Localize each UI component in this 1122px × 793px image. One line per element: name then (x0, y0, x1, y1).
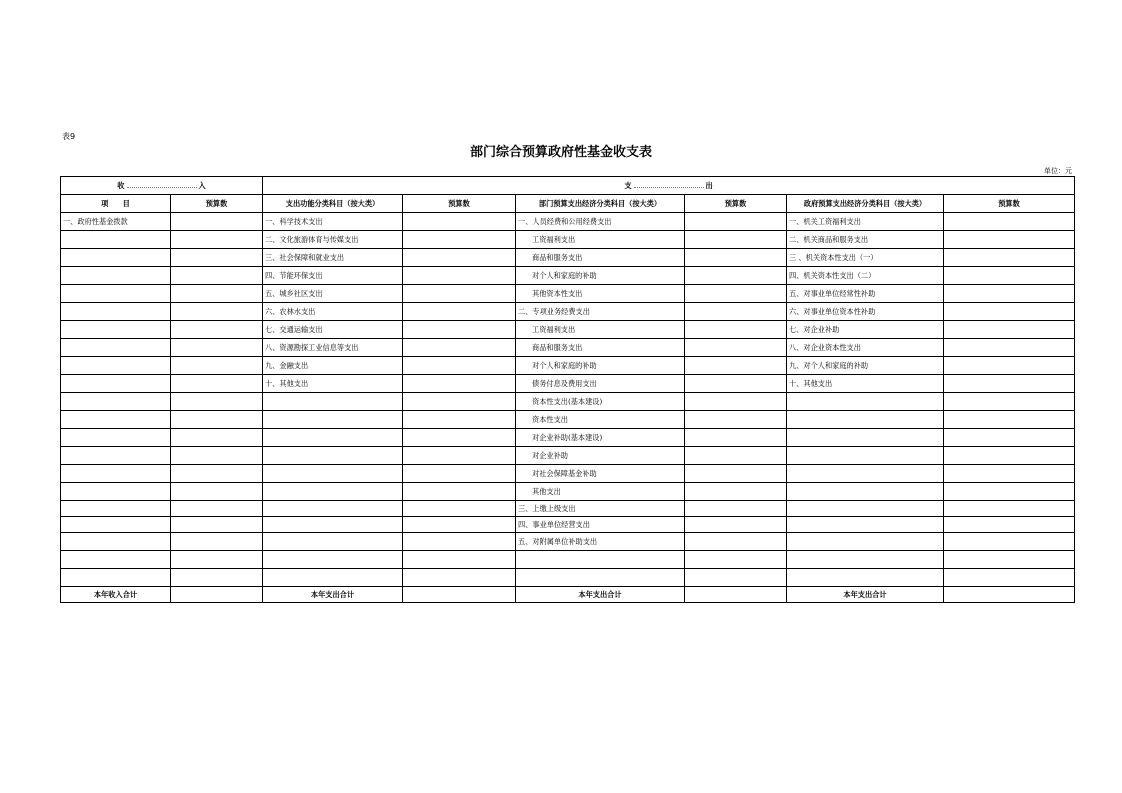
table-row (61, 429, 1075, 447)
dept-budget-cell (685, 339, 787, 357)
income-header-tail: 入 (198, 180, 206, 190)
dept-econ-cell: 四、事业单位经营支出 (516, 517, 685, 533)
dept-budget-cell (685, 303, 787, 321)
func-class-cell (263, 411, 403, 429)
income-item-cell (61, 569, 171, 587)
table-row (61, 501, 1075, 517)
func-budget-cell (403, 501, 516, 517)
func-class-cell (263, 393, 403, 411)
section-header-row (61, 177, 1075, 195)
func-class-cell: 八、资源勘探工业信息等支出 (263, 339, 403, 357)
income-item-cell (61, 517, 171, 533)
func-class-cell: 五、城乡社区支出 (263, 285, 403, 303)
dept-econ-cell: 商品和服务支出 (516, 339, 685, 357)
table-row (61, 357, 1075, 375)
total-income-label: 本年收入合计 (61, 587, 171, 603)
income-item-cell (61, 501, 171, 517)
income-budget-cell (171, 267, 263, 285)
income-item-cell (61, 447, 171, 465)
income-budget-cell (171, 533, 263, 551)
income-budget-cell (171, 231, 263, 249)
gov-econ-cell: 四、机关资本性支出（二） (787, 267, 944, 285)
gov-budget-cell (944, 483, 1075, 501)
income-item-cell (61, 429, 171, 447)
expense-header-label: 支 (624, 180, 632, 190)
dept-econ-cell: 工资福利支出 (516, 321, 685, 339)
func-budget-cell (403, 483, 516, 501)
gov-econ-cell (787, 483, 944, 501)
col-header-dept-econ: 部门预算支出经济分类科目（按大类） (516, 195, 685, 213)
income-item-cell (61, 483, 171, 501)
dept-econ-cell (516, 569, 685, 587)
dept-budget-cell (685, 429, 787, 447)
gov-econ-cell (787, 465, 944, 483)
table-row (61, 303, 1075, 321)
income-item-cell (61, 321, 171, 339)
income-item-cell (61, 411, 171, 429)
table-row (61, 267, 1075, 285)
dept-budget-cell (685, 533, 787, 551)
gov-budget-cell (944, 357, 1075, 375)
income-budget-cell (171, 517, 263, 533)
func-budget-cell (403, 411, 516, 429)
unit-label: 单位：元 (1044, 167, 1072, 175)
func-budget-cell (403, 393, 516, 411)
income-item-cell (61, 303, 171, 321)
col-header-budget: 预算数 (944, 195, 1075, 213)
gov-econ-cell (787, 429, 944, 447)
func-class-cell (263, 483, 403, 501)
income-budget-cell (171, 411, 263, 429)
gov-econ-cell: 九、对个人和家庭的补助 (787, 357, 944, 375)
func-class-cell (263, 447, 403, 465)
gov-econ-cell: 一、机关工资福利支出 (787, 213, 944, 231)
gov-econ-cell (787, 411, 944, 429)
table-row (61, 411, 1075, 429)
func-budget-cell (403, 231, 516, 249)
dept-budget-cell (685, 321, 787, 339)
gov-budget-cell (944, 551, 1075, 569)
budget-table (60, 176, 1075, 603)
income-budget-cell (171, 569, 263, 587)
income-item-cell (61, 551, 171, 569)
table-row (61, 375, 1075, 393)
table-number: 表9 (62, 132, 76, 141)
income-budget-cell (171, 447, 263, 465)
func-class-cell: 四、节能环保支出 (263, 267, 403, 285)
gov-budget-cell (944, 447, 1075, 465)
income-budget-cell (171, 213, 263, 231)
func-class-cell (263, 569, 403, 587)
dept-econ-cell: 商品和服务支出 (516, 249, 685, 267)
income-budget-cell (171, 501, 263, 517)
col-header-budget: 预算数 (171, 195, 263, 213)
dotted-leader (634, 182, 704, 188)
dept-budget-cell (685, 357, 787, 375)
dept-budget-cell (685, 213, 787, 231)
dept-budget-cell (685, 551, 787, 569)
func-budget-cell (403, 249, 516, 267)
dept-budget-cell (685, 249, 787, 267)
func-class-cell (263, 465, 403, 483)
func-budget-cell (403, 517, 516, 533)
dept-econ-cell: 资本性支出(基本建设) (516, 393, 685, 411)
income-budget-cell (171, 357, 263, 375)
income-budget-cell (171, 321, 263, 339)
func-budget-cell (403, 213, 516, 231)
gov-budget-cell (944, 465, 1075, 483)
dept-budget-cell (685, 411, 787, 429)
column-header-row (61, 195, 1075, 213)
func-class-cell (263, 501, 403, 517)
func-class-cell: 二、文化旅游体育与传媒支出 (263, 231, 403, 249)
gov-budget-cell (944, 303, 1075, 321)
func-budget-cell (403, 267, 516, 285)
gov-budget-cell (944, 321, 1075, 339)
gov-budget-cell (944, 533, 1075, 551)
col-header-func-class: 支出功能分类科目（按大类） (263, 195, 403, 213)
dept-econ-cell (516, 551, 685, 569)
gov-budget-cell (944, 231, 1075, 249)
dept-econ-cell: 对个人和家庭的补助 (516, 267, 685, 285)
func-budget-cell (403, 303, 516, 321)
func-budget-cell (403, 321, 516, 339)
table-row (61, 249, 1075, 267)
gov-budget-cell (944, 501, 1075, 517)
income-item-cell (61, 357, 171, 375)
gov-budget-cell (944, 267, 1075, 285)
dept-budget-cell (685, 465, 787, 483)
func-class-cell: 九、金融支出 (263, 357, 403, 375)
income-item-cell (61, 267, 171, 285)
dept-budget-cell (685, 375, 787, 393)
gov-econ-cell (787, 551, 944, 569)
income-item-cell: 一、政府性基金拨款 (61, 213, 171, 231)
func-budget-cell (403, 465, 516, 483)
expense-section-header (263, 177, 1075, 195)
gov-budget-cell (944, 285, 1075, 303)
func-class-cell (263, 429, 403, 447)
dept-econ-cell: 一、人员经费和公用经费支出 (516, 213, 685, 231)
func-class-cell: 十、其他支出 (263, 375, 403, 393)
table-row (61, 339, 1075, 357)
income-budget-cell (171, 285, 263, 303)
dept-econ-cell: 其他支出 (516, 483, 685, 501)
dept-econ-cell: 二、专项业务经费支出 (516, 303, 685, 321)
table-row (61, 393, 1075, 411)
table-row (61, 465, 1075, 483)
table-row (61, 483, 1075, 501)
func-class-cell: 三、社会保障和就业支出 (263, 249, 403, 267)
dept-econ-cell: 五、对附属单位补助支出 (516, 533, 685, 551)
gov-econ-cell (787, 517, 944, 533)
dept-econ-cell: 三、上缴上级支出 (516, 501, 685, 517)
expense-header-tail: 出 (705, 180, 713, 190)
dept-econ-cell: 工资福利支出 (516, 231, 685, 249)
income-budget-cell (171, 393, 263, 411)
table-row (61, 569, 1075, 587)
func-budget-cell (403, 375, 516, 393)
income-budget-cell (171, 375, 263, 393)
income-budget-cell (171, 303, 263, 321)
gov-budget-cell (944, 429, 1075, 447)
dept-budget-cell (685, 569, 787, 587)
income-item-cell (61, 285, 171, 303)
gov-econ-cell: 七、对企业补助 (787, 321, 944, 339)
func-class-cell (263, 533, 403, 551)
gov-econ-cell: 二、机关商品和服务支出 (787, 231, 944, 249)
dept-budget-cell (685, 285, 787, 303)
dept-budget-cell (685, 393, 787, 411)
income-budget-cell (171, 429, 263, 447)
total-gov-label: 本年支出合计 (787, 587, 944, 603)
income-item-cell (61, 465, 171, 483)
func-budget-cell (403, 533, 516, 551)
income-budget-cell (171, 249, 263, 267)
dotted-leader (127, 182, 197, 188)
dept-budget-cell (685, 517, 787, 533)
dept-econ-cell: 对个人和家庭的补助 (516, 357, 685, 375)
dept-econ-cell: 对企业补助(基本建设) (516, 429, 685, 447)
income-item-cell (61, 231, 171, 249)
table-row (61, 231, 1075, 249)
gov-econ-cell (787, 447, 944, 465)
gov-econ-cell: 六、对事业单位资本性补助 (787, 303, 944, 321)
gov-budget-cell (944, 517, 1075, 533)
dept-econ-cell: 债务付息及费用支出 (516, 375, 685, 393)
table-row (61, 447, 1075, 465)
col-header-gov-econ: 政府预算支出经济分类科目（按大类） (787, 195, 944, 213)
total-func-label: 本年支出合计 (263, 587, 403, 603)
gov-budget-cell (944, 393, 1075, 411)
table-row (61, 285, 1075, 303)
total-func-value (403, 587, 516, 603)
table-row (61, 517, 1075, 533)
func-budget-cell (403, 285, 516, 303)
gov-econ-cell (787, 393, 944, 411)
gov-budget-cell (944, 213, 1075, 231)
dept-budget-cell (685, 501, 787, 517)
total-dept-value (685, 587, 787, 603)
table-row (61, 321, 1075, 339)
gov-budget-cell (944, 339, 1075, 357)
income-budget-cell (171, 465, 263, 483)
func-class-cell: 六、农林水支出 (263, 303, 403, 321)
gov-budget-cell (944, 411, 1075, 429)
func-class-cell (263, 551, 403, 569)
dept-budget-cell (685, 483, 787, 501)
income-item-cell (61, 249, 171, 267)
total-dept-label: 本年支出合计 (516, 587, 685, 603)
gov-econ-cell (787, 569, 944, 587)
income-item-cell (61, 375, 171, 393)
func-budget-cell (403, 551, 516, 569)
table-row (61, 551, 1075, 569)
func-class-cell: 一、科学技术支出 (263, 213, 403, 231)
gov-budget-cell (944, 569, 1075, 587)
gov-econ-cell: 十、其他支出 (787, 375, 944, 393)
income-section-header (61, 177, 263, 195)
gov-econ-cell (787, 533, 944, 551)
func-budget-cell (403, 569, 516, 587)
income-budget-cell (171, 483, 263, 501)
gov-budget-cell (944, 249, 1075, 267)
income-budget-cell (171, 339, 263, 357)
table-row (61, 213, 1075, 231)
gov-econ-cell: 三 、机关资本性支出（一） (787, 249, 944, 267)
gov-econ-cell: 八、对企业资本性支出 (787, 339, 944, 357)
col-header-budget: 预算数 (685, 195, 787, 213)
total-income-value (171, 587, 263, 603)
func-class-cell: 七、交通运输支出 (263, 321, 403, 339)
func-class-cell (263, 517, 403, 533)
dept-econ-cell: 对社会保障基金补助 (516, 465, 685, 483)
page-title: 部门综合预算政府性基金收支表 (469, 145, 652, 160)
col-header-budget: 预算数 (403, 195, 516, 213)
dept-econ-cell: 其他资本性支出 (516, 285, 685, 303)
dept-budget-cell (685, 267, 787, 285)
dept-econ-cell: 对企业补助 (516, 447, 685, 465)
func-budget-cell (403, 447, 516, 465)
income-item-cell (61, 533, 171, 551)
totals-row (61, 587, 1075, 603)
income-header-label: 收 (117, 180, 125, 190)
dept-budget-cell (685, 231, 787, 249)
dept-econ-cell: 资本性支出 (516, 411, 685, 429)
income-item-cell (61, 339, 171, 357)
gov-econ-cell (787, 501, 944, 517)
func-budget-cell (403, 339, 516, 357)
col-header-item: 项 目 (61, 195, 171, 213)
income-item-cell (61, 393, 171, 411)
func-budget-cell (403, 429, 516, 447)
dept-budget-cell (685, 447, 787, 465)
func-budget-cell (403, 357, 516, 375)
total-gov-value (944, 587, 1075, 603)
income-budget-cell (171, 551, 263, 569)
gov-budget-cell (944, 375, 1075, 393)
gov-econ-cell: 五、对事业单位经常性补助 (787, 285, 944, 303)
table-row (61, 533, 1075, 551)
